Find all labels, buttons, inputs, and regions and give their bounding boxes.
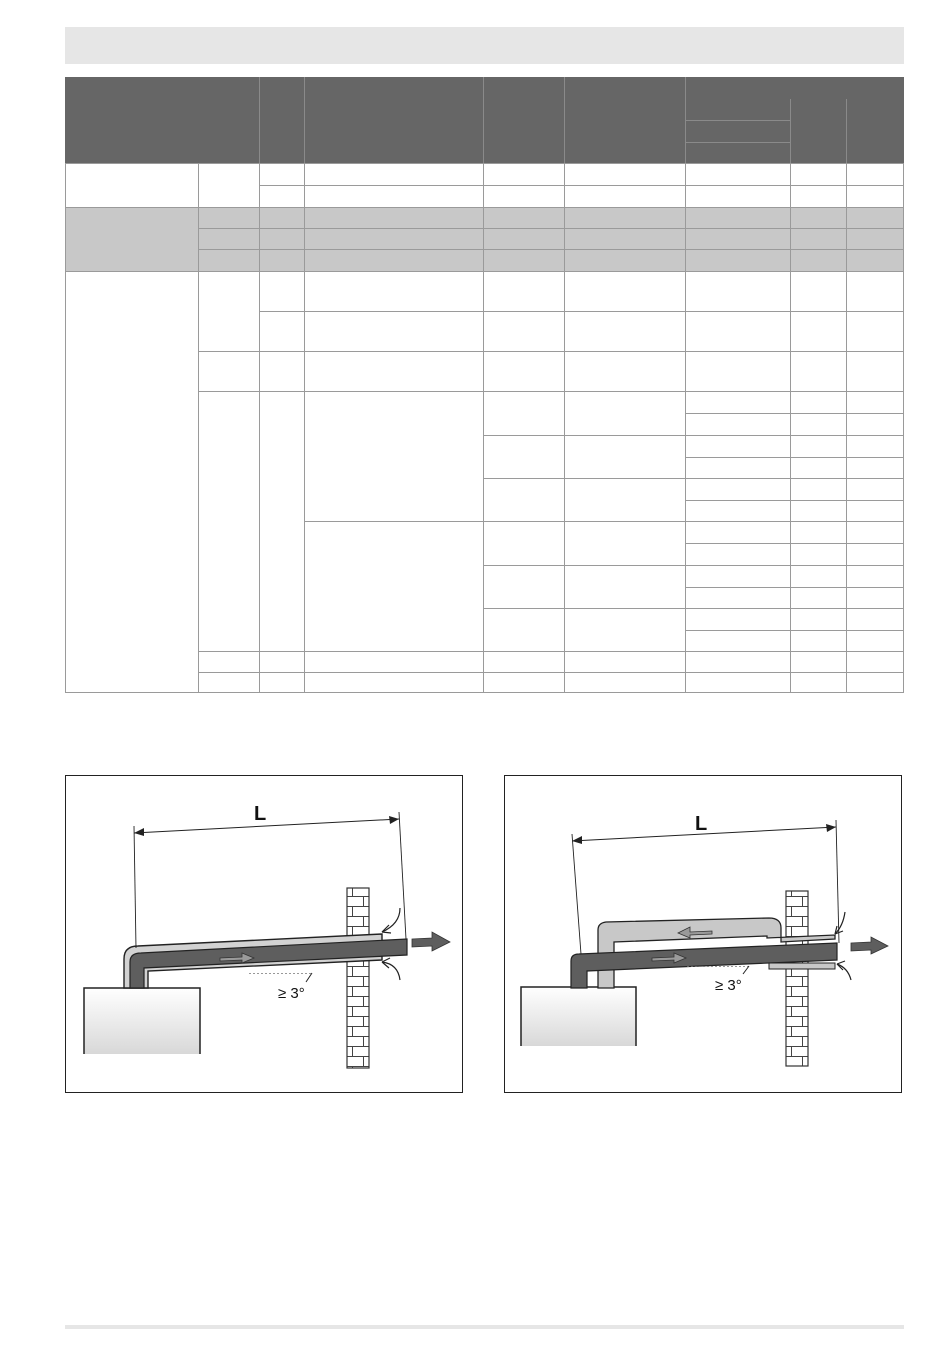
- slope-label: ≥ 3°: [278, 985, 305, 1002]
- brick-wall: [347, 888, 369, 1068]
- footer-band: [65, 1325, 904, 1329]
- length-label: L: [254, 803, 267, 825]
- figure-concentric-flue: [65, 775, 463, 1093]
- shaded-row-group: [65, 207, 904, 271]
- boiler-unit: [521, 987, 636, 1046]
- slope-label: ≥ 3°: [715, 977, 742, 994]
- brick-wall: [786, 891, 808, 1066]
- intake-arrow-top-icon: [382, 908, 400, 932]
- length-label: L: [695, 813, 708, 835]
- length-dimension-line: [134, 819, 399, 833]
- exhaust-arrow-icon: [412, 932, 450, 951]
- figure-twin-pipe-flue: [504, 775, 902, 1093]
- exhaust-arrow-icon: [851, 937, 888, 954]
- intake-arrow-top-icon: [835, 912, 845, 934]
- boiler-unit: [84, 988, 200, 1054]
